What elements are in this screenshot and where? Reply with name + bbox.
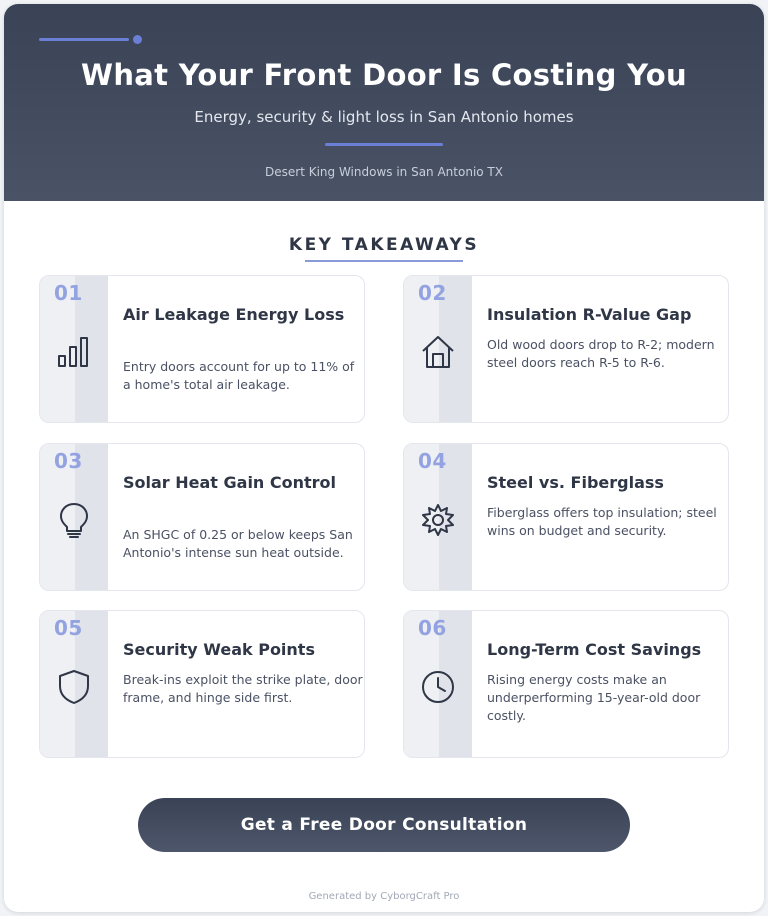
takeaway-title: Insulation R-Value Gap xyxy=(487,305,692,324)
section-title: KEY TAKEAWAYS xyxy=(288,235,480,255)
brand-name: Desert King Windows in San Antonio TX xyxy=(265,165,503,179)
sun-icon xyxy=(418,500,458,540)
takeaway-card xyxy=(39,610,365,758)
takeaway-description: An SHGC of 0.25 or below keeps San Antonio's intense sun heat outside. xyxy=(123,527,353,560)
takeaway-number: 01 xyxy=(54,281,83,305)
header-decoration-dot xyxy=(133,35,142,44)
page-title: What Your Front Door Is Costing You xyxy=(81,58,687,92)
header-decoration-line xyxy=(39,38,129,41)
takeaway-number: 02 xyxy=(418,281,447,305)
takeaway-number: 05 xyxy=(54,616,83,640)
takeaway-description: Old wood doors drop to R-2; modern steel doors reach R-5 to R-6. xyxy=(487,337,715,370)
footer-credit: Generated by CyborgCraft Pro xyxy=(308,891,460,902)
takeaway-title: Steel vs. Fiberglass xyxy=(487,473,664,492)
page-subtitle: Energy, security & light loss in San Antonio homes xyxy=(194,108,574,126)
clock-icon xyxy=(418,667,458,707)
takeaway-card xyxy=(403,275,729,423)
takeaway-card xyxy=(39,275,365,423)
lightbulb-icon xyxy=(54,500,94,540)
takeaway-number: 04 xyxy=(418,449,447,473)
free-consultation-button[interactable]: Get a Free Door Consultation xyxy=(138,798,630,852)
infographic-card xyxy=(4,4,764,912)
section-title-underline xyxy=(305,260,463,262)
takeaway-number: 03 xyxy=(54,449,83,473)
takeaway-description: Break-ins exploit the strike plate, door frame, and hinge side first. xyxy=(123,672,363,705)
takeaway-number: 06 xyxy=(418,616,447,640)
takeaway-card xyxy=(403,443,729,591)
takeaway-description: Entry doors account for up to 11% of a home's total air leakage. xyxy=(123,359,355,392)
takeaway-card xyxy=(403,610,729,758)
house-icon xyxy=(418,332,458,372)
header-accent-bar xyxy=(325,143,443,146)
shield-icon xyxy=(54,667,94,707)
takeaway-title: Long-Term Cost Savings xyxy=(487,640,702,659)
takeaway-title: Air Leakage Energy Loss xyxy=(123,305,345,324)
takeaway-description: Fiberglass offers top insulation; steel wins on budget and security. xyxy=(487,505,717,538)
takeaway-card xyxy=(39,443,365,591)
header-banner xyxy=(4,4,764,201)
bar-chart-icon xyxy=(54,332,94,372)
takeaway-description: Rising energy costs make an underperforming 15-year-old door costly. xyxy=(487,672,701,723)
takeaway-title: Security Weak Points xyxy=(123,640,315,659)
takeaway-title: Solar Heat Gain Control xyxy=(123,473,337,492)
